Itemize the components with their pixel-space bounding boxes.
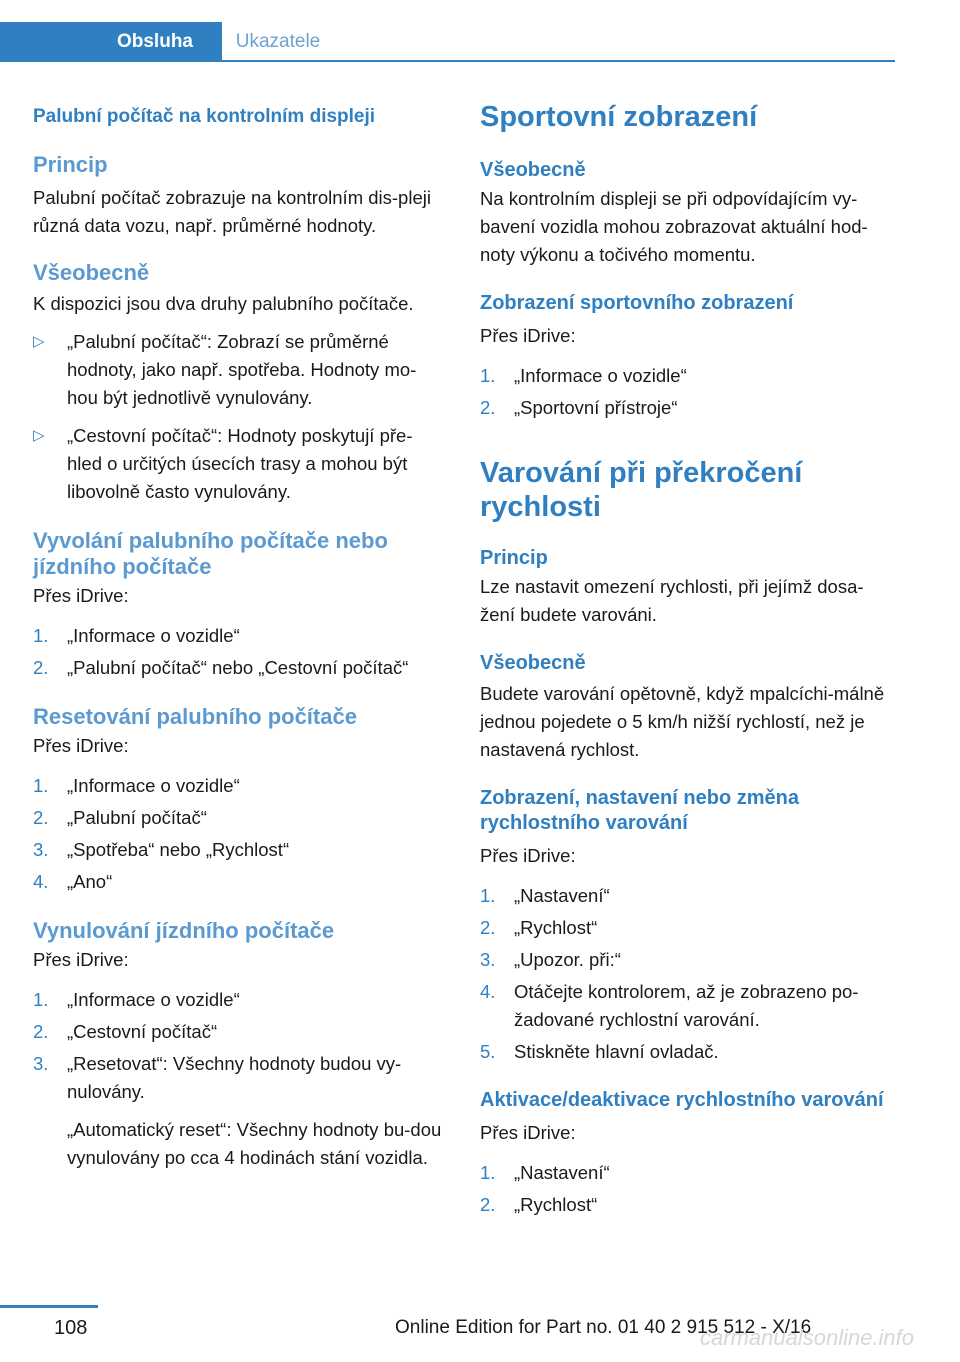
speed-princip-text: Lze nastavit omezení rychlosti, při jejímž dosa-žení budete varováni.: [480, 576, 864, 625]
tab-obsluha[interactable]: Obsluha: [0, 22, 222, 62]
vyvolani-intro: Přes iDrive:: [33, 585, 129, 606]
heading-speed-vseobecne: Všeobecně: [480, 652, 586, 674]
speed-toggle-steps: [480, 1159, 895, 1219]
step-item: 2. „Sportovní přístroje“: [480, 397, 678, 418]
sport-vseobecne-text: Na kontrolním displeji se při odpovídajícím vy-bavení vozidla mohou zobrazovat aktuální hod-noty výkonu a točivého momentu.: [480, 188, 868, 265]
right-column: [480, 100, 895, 1219]
triangle-bullet-icon: ▷: [33, 427, 45, 444]
heading-princip: Princip: [33, 152, 108, 177]
step-item: 2. „Palubní počítač“: [33, 807, 207, 828]
step-item: 2. „Rychlost“: [480, 1194, 598, 1215]
vyvolani-steps: [33, 622, 443, 682]
heading-vynulovani: Vynulování jízdního počítače: [33, 918, 335, 943]
speed-vseobecne-text: Budete varování opětovně, když mpalcíchi-málně jednou pojedete o 5 km/h nižší rychlostí, než je nastavená rychlost.: [480, 683, 885, 760]
reset-steps: [33, 772, 443, 896]
section-title-sportovni: Sportovní zobrazení: [480, 101, 758, 133]
speed-set-steps: [480, 882, 895, 1066]
triangle-bullet-icon: ▷: [33, 333, 45, 350]
section-title-speed-warning: Varování při překročení rychlosti: [480, 457, 803, 523]
step-item: 1. „Nastavení“: [480, 1162, 610, 1183]
speed-toggle-intro: Přes iDrive:: [480, 1122, 576, 1143]
step-item: 1. „Informace o vozidle“: [480, 365, 687, 386]
step-item: 1. „Informace o vozidle“: [33, 989, 240, 1010]
step-item: 4. „Ano“: [33, 871, 113, 892]
edition-text: Online Edition for Part no. 01 40 2 915 512 - X/16: [395, 1317, 812, 1338]
heading-vseobecne: Všeobecně: [33, 260, 150, 285]
heading-vyvolani: Vyvolání palubního počítače nebo jízdního počítače: [33, 528, 388, 579]
header-tabs: [0, 22, 895, 62]
step-item: 3. „Upozor. při:“: [480, 949, 621, 970]
step-item: 2. „Palubní počítač“ nebo „Cestovní počítač“: [33, 657, 409, 678]
heading-speed-princip: Princip: [480, 547, 548, 569]
footer-accent-line: [0, 1305, 98, 1308]
step-item: 3. „Spotřeba“ nebo „Rychlost“: [33, 839, 290, 860]
computer-types-list: [33, 328, 443, 506]
list-item: ▷ „Cestovní počítač“: Hodnoty poskytují pře-hled o určitých úsecích trasy a mohou být libovolně často vynulovány.: [33, 422, 443, 506]
vynulovani-intro: Přes iDrive:: [33, 949, 129, 970]
heading-speed-toggle: Aktivace/deaktivace rychlostního varování: [480, 1089, 884, 1111]
watermark: carmanualsonline.info: [700, 1325, 915, 1350]
step-item: 2. „Rychlost“: [480, 917, 598, 938]
tab-ukazatele[interactable]: Ukazatele: [235, 31, 321, 52]
list-item: ▷ „Palubní počítač“: Zobrazí se průměrné hodnoty, jako např. spotřeba. Hodnoty mo-hou být jednotlivě vynulovány.: [33, 328, 443, 412]
step-item: 2. „Cestovní počítač“: [33, 1021, 218, 1042]
heading-speed-set: Zobrazení, nastavení nebo změna rychlostního varování: [480, 787, 799, 834]
heading-sport-vseobecne: Všeobecně: [480, 159, 586, 181]
sport-show-steps: [480, 362, 895, 422]
sport-show-intro: Přes iDrive:: [480, 325, 576, 346]
step-item: 5. Stiskněte hlavní ovladač.: [480, 1041, 719, 1062]
vseobecne-text: K dispozici jsou dva druhy palubního počítače.: [33, 293, 414, 314]
step-item: 4. Otáčejte kontrolorem, až je zobrazeno po-žadované rychlostní varování.: [480, 981, 859, 1030]
reset-intro: Přes iDrive:: [33, 735, 129, 756]
speed-set-intro: Přes iDrive:: [480, 845, 576, 866]
step-item: 3. „Resetovat“: Všechny hodnoty budou vy-nulovány.: [33, 1053, 402, 1102]
step-item: 1. „Informace o vozidle“: [33, 775, 240, 796]
auto-reset-note: „Automatický reset“: Všechny hodnoty bu-dou vynulovány po cca 4 hodinách stání vozidla.: [67, 1119, 442, 1168]
page-number: 108: [54, 1317, 88, 1339]
step-item: 1. „Nastavení“: [480, 885, 610, 906]
left-column: [33, 100, 443, 1172]
section-title-palubni-pocitac: Palubní počítač na kontrolním displeji: [33, 106, 376, 127]
heading-sport-show: Zobrazení sportovního zobrazení: [480, 292, 794, 314]
princip-text: Palubní počítač zobrazuje na kontrolním dis-pleji různá data vozu, např. průměrné hodnoty.: [33, 187, 431, 236]
heading-reset: Resetování palubního počítače: [33, 704, 357, 729]
tab-underline: [222, 60, 895, 62]
vynulovani-steps: [33, 986, 443, 1106]
step-item: 1. „Informace o vozidle“: [33, 625, 240, 646]
